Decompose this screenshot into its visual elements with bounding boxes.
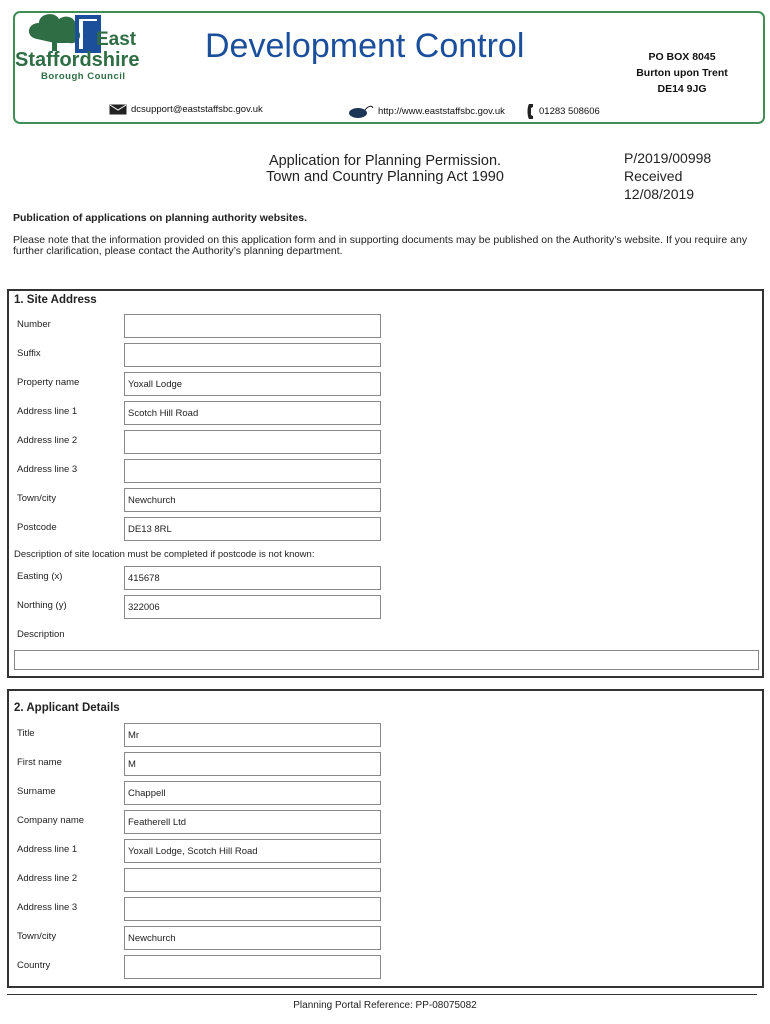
address-line: DE14 9JG	[657, 83, 707, 95]
section-title: 1. Site Address	[14, 294, 97, 306]
northing-field[interactable]: 322006	[124, 595, 381, 619]
first-name-field[interactable]: M	[124, 752, 381, 776]
field-label: Address line 2	[17, 435, 78, 446]
field-label: Number	[17, 319, 51, 330]
field-label: Description	[17, 629, 65, 640]
letterhead	[13, 11, 765, 124]
surname-field[interactable]: Chappell	[124, 781, 381, 805]
easting-field[interactable]: 415678	[124, 566, 381, 590]
address-line2-field[interactable]	[124, 430, 381, 454]
suffix-field[interactable]	[124, 343, 381, 367]
application-reference: P/2019/00998	[624, 150, 712, 166]
application-title-line2: Town and Country Planning Act 1990	[266, 169, 504, 185]
address-line1-field[interactable]: Scotch Hill Road	[124, 401, 381, 425]
applicant-address-line1-field[interactable]: Yoxall Lodge, Scotch Hill Road	[124, 839, 381, 863]
location-note: Description of site location must be completed if postcode is not known:	[14, 549, 315, 560]
applicant-details-section	[7, 689, 764, 988]
envelope-icon	[109, 104, 127, 115]
site-address-section	[7, 289, 764, 678]
planning-portal-reference: Planning Portal Reference: PP-08075082	[293, 1000, 477, 1011]
logo-borough-text: Borough Council	[41, 71, 126, 82]
email-contact[interactable]	[109, 104, 263, 115]
postcode-field[interactable]: DE13 8RL	[124, 517, 381, 541]
applicant-address-line2-field[interactable]	[124, 868, 381, 892]
email-link[interactable]: dcsupport@eaststaffsbc.gov.uk	[131, 104, 263, 115]
application-title	[200, 153, 570, 185]
phone-contact	[527, 104, 600, 119]
application-reference-block	[624, 149, 711, 203]
address-line3-field[interactable]	[124, 459, 381, 483]
field-label: Surname	[17, 786, 56, 797]
publication-title: Publication of applications on planning authority websites.	[13, 212, 308, 224]
field-label: First name	[17, 757, 62, 768]
footer-divider	[7, 994, 757, 995]
field-label: Northing (y)	[17, 600, 67, 611]
field-label: Address line 1	[17, 406, 78, 417]
address-line: PO BOX 8045	[648, 51, 716, 63]
field-label: Town/city	[17, 493, 57, 504]
phone-icon	[527, 104, 535, 119]
description-field[interactable]	[14, 650, 759, 670]
field-label: Company name	[17, 815, 85, 826]
page-title: Development Control	[205, 27, 525, 65]
council-logo	[15, 13, 165, 83]
property-name-field[interactable]: Yoxall Lodge	[124, 372, 381, 396]
field-label: Postcode	[17, 522, 57, 533]
applicant-address-line3-field[interactable]	[124, 897, 381, 921]
field-label: Town/city	[17, 931, 57, 942]
applicant-town-city-field[interactable]: Newchurch	[124, 926, 381, 950]
field-label: Address line 2	[17, 873, 78, 884]
company-name-field[interactable]: Featherell Ltd	[124, 810, 381, 834]
field-label: Address line 3	[17, 902, 78, 913]
address-line: Burton upon Trent	[636, 67, 728, 79]
received-label: Received	[624, 168, 683, 184]
phone-number: 01283 508606	[539, 106, 600, 117]
town-city-field[interactable]: Newchurch	[124, 488, 381, 512]
field-label: Suffix	[17, 348, 41, 359]
field-label: Title	[17, 728, 35, 739]
country-field[interactable]	[124, 955, 381, 979]
tree-icon	[25, 9, 105, 54]
field-label: Address line 3	[17, 464, 78, 475]
logo-staffordshire-text: Staffordshire	[15, 49, 140, 71]
field-label: Property name	[17, 377, 80, 388]
field-label: Easting (x)	[17, 571, 63, 582]
publication-text: Please note that the information provided on this application form and in supporting documents may be published on the Authority’s website. If you require any further clarification, please contact the Authority’s planning department.	[13, 234, 748, 257]
field-label: Country	[17, 960, 51, 971]
number-field[interactable]	[124, 314, 381, 338]
title-field[interactable]: Mr	[124, 723, 381, 747]
application-title-line1: Application for Planning Permission.	[268, 153, 502, 169]
postal-address	[627, 49, 737, 97]
logo-east-text: East	[96, 29, 137, 50]
field-label: Address line 1	[17, 844, 78, 855]
received-date: 12/08/2019	[624, 186, 695, 202]
section-title: 2. Applicant Details	[14, 702, 120, 714]
website-link[interactable]: http://www.eaststaffsbc.gov.uk	[378, 105, 505, 117]
website-contact[interactable]	[348, 104, 505, 118]
mouse-icon	[348, 104, 374, 118]
